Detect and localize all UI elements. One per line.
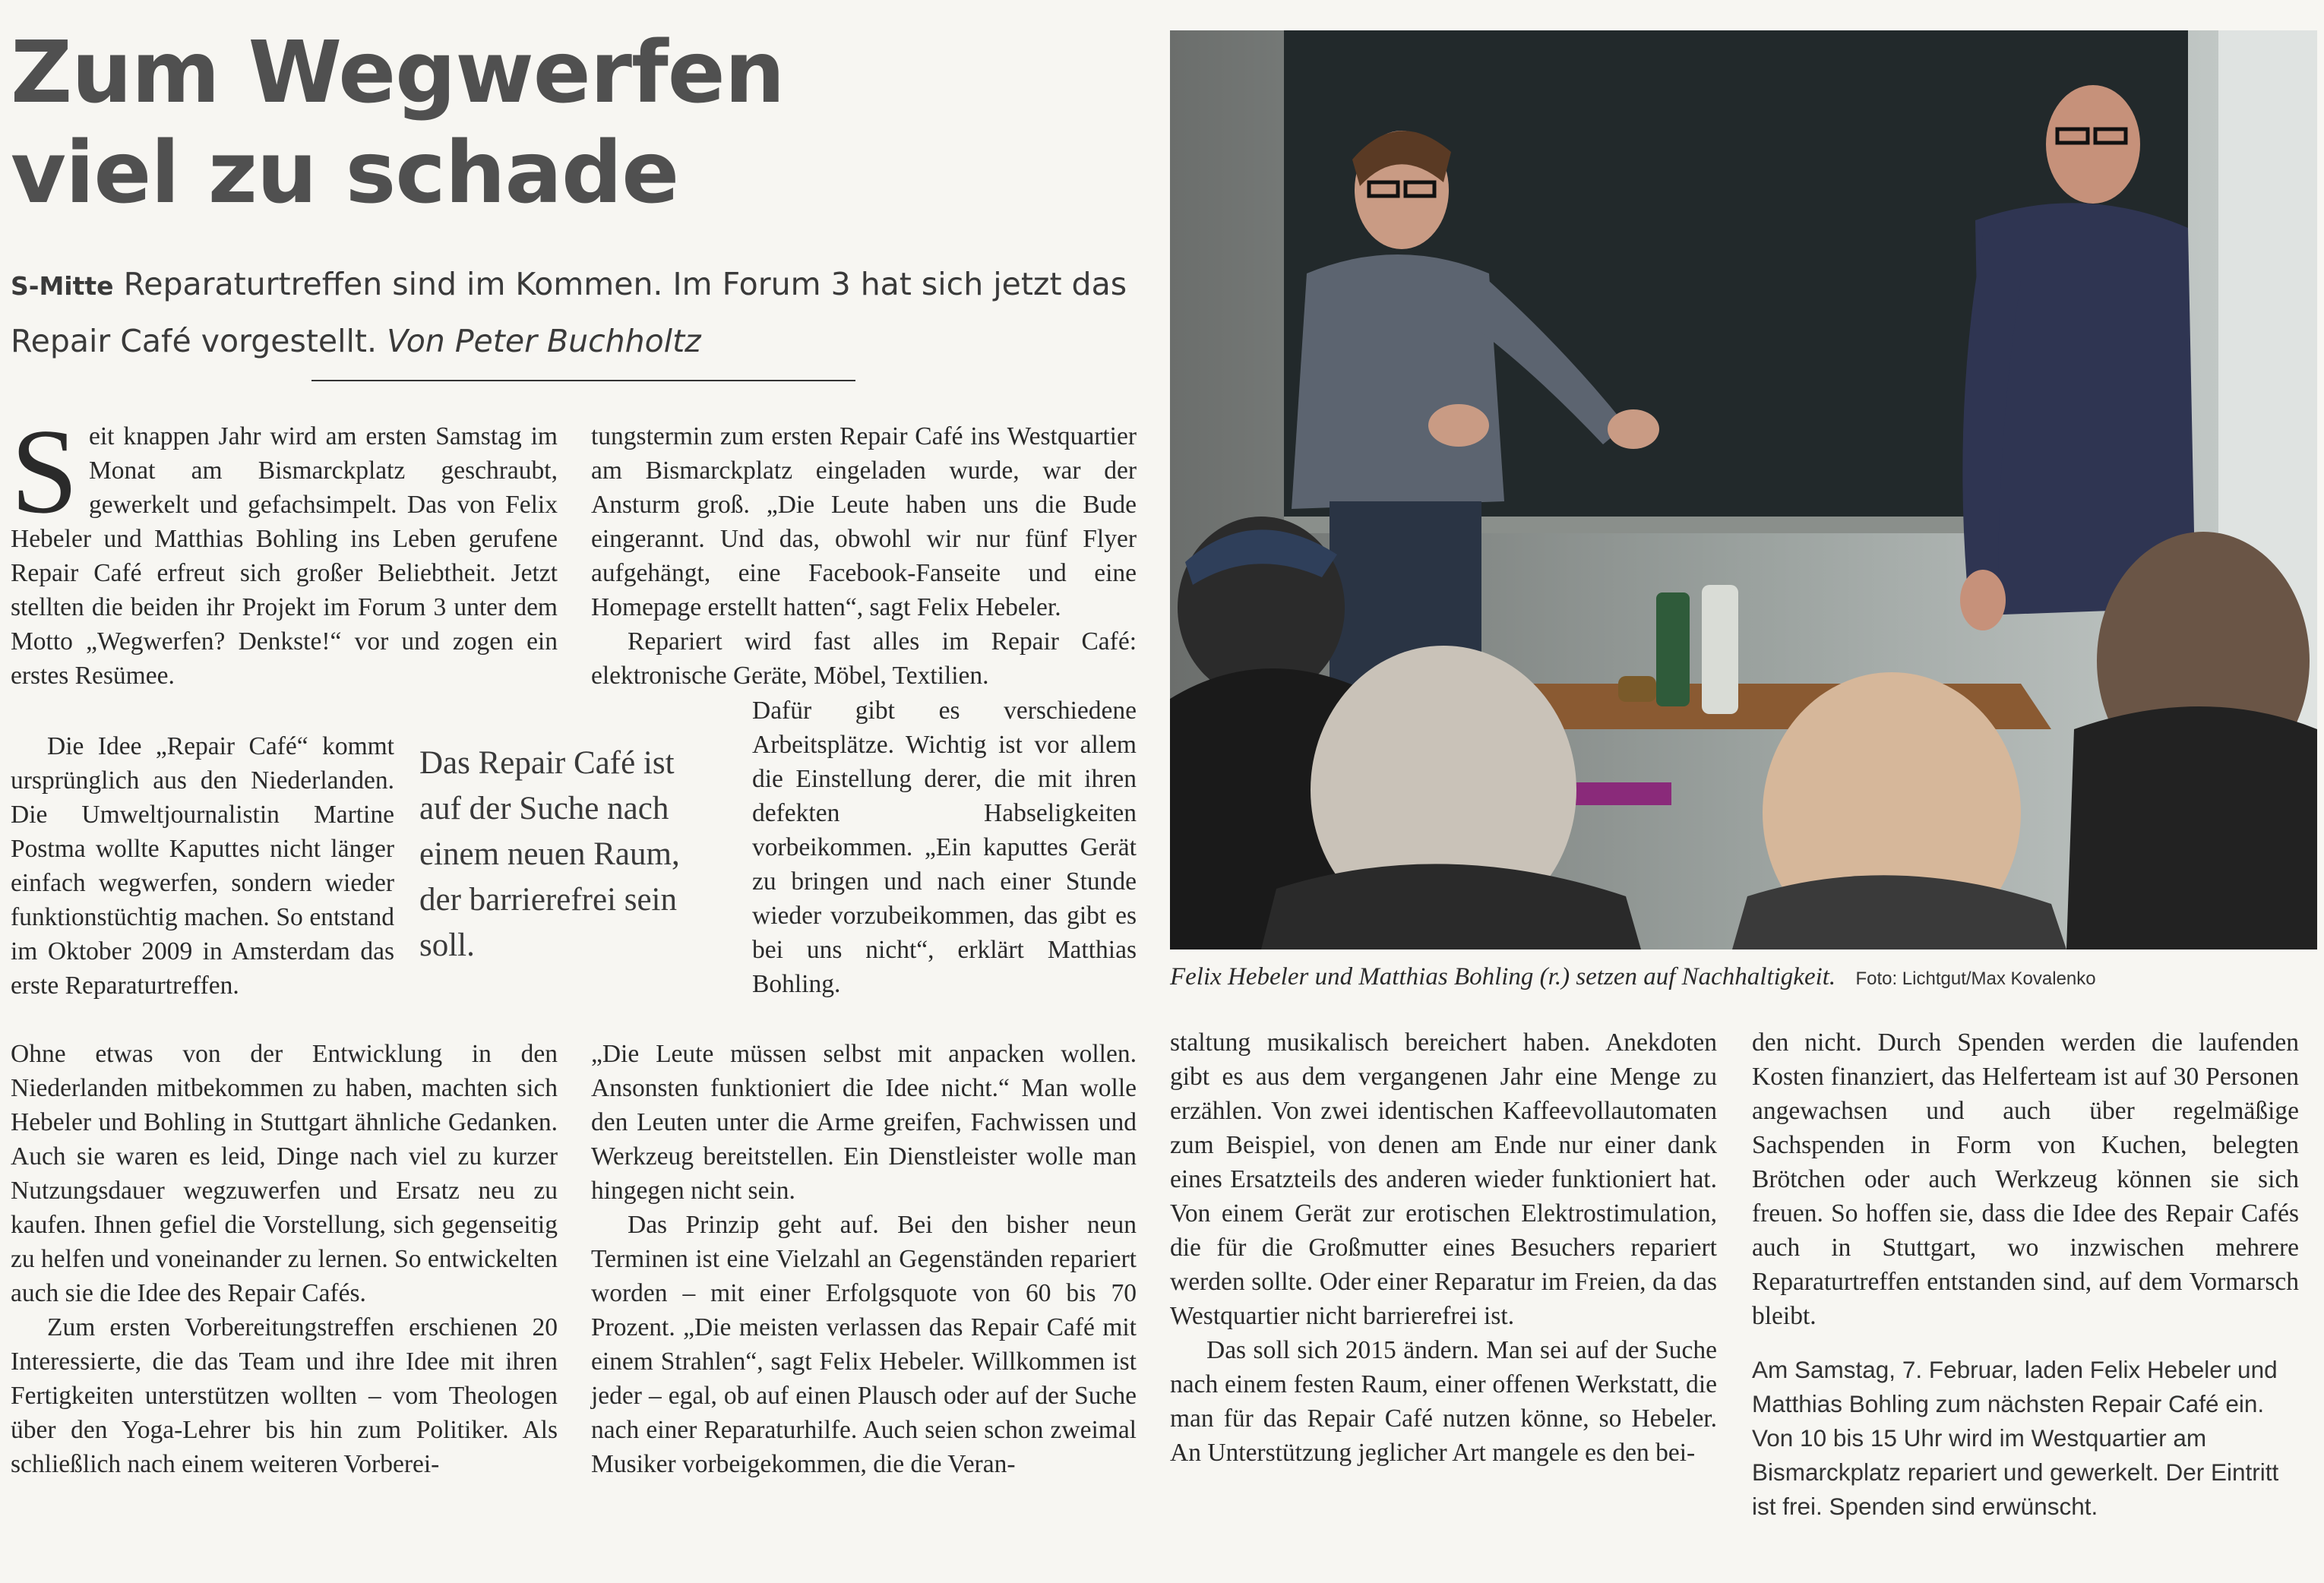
kicker: S-Mitte bbox=[11, 271, 114, 301]
text-column-4 bbox=[1752, 1025, 2299, 1524]
paragraph: Seit knappen Jahr wird am ersten Samstag im Monat am Bismarckplatz geschraubt, gewerkelt und gefachsimpelt. Das von Felix Hebeler und Matthias Bohling ins Leben gerufene Repair Café erfreut sich großer Beliebtheit. Jetzt stellten die beiden ihr Projekt im Forum 3 unter dem Motto „Wegwerfen? Denkste!“ vor und zogen ein erstes Resümee. bbox=[11, 403, 558, 690]
paragraph: Ohne etwas von der Entwicklung in den Niederlanden mitbekommen zu haben, machten sich Hebeler und Bohling in Stuttgart ähnliche Gedanken. Auch sie waren es leid, Dinge nach viel zu kurzer Nutzungsdauer wegzuwerfen und Ersatz neu zu kaufen. Ihnen gefiel die Vorstellung, sich gegenseitig zu helfen und voneinander zu lernen. So entwickelten auch sie die Idee des Repair Cafés. bbox=[11, 1040, 558, 1307]
text-column-2a bbox=[591, 419, 1137, 693]
paragraph: Das Prinzip geht auf. Bei den bisher neun Terminen ist eine Vielzahl an Gegenständen repariert worden – mit einer Erfolgsquote von 60 bis 70 Prozent. „Die meisten verlassen das Repair Café mit einem Strahlen“, sagt Felix Hebeler. Willkommen ist jeder – egal, ob auf einen Plausch oder auf der Suche nach einer Reparaturhilfe. Auch seien schon zweimal Musiker vorbeigekommen, die die Veran- bbox=[591, 1211, 1137, 1478]
drop-cap: S bbox=[11, 403, 78, 539]
paragraph: „Die Leute müssen selbst mit anpacken wollen. Ansonsten funktioniert die Idee nicht.“ Man wolle den Leuten unter die Arme greifen, Fachwissen und Werkzeug bereitstellen. Ein Dienstleister wolle man hingegen nicht sein. bbox=[591, 1040, 1137, 1205]
paragraph: tungstermin zum ersten Repair Café ins Westquartier am Bismarckplatz eingeladen wurde, war der Ansturm groß. „Die Leute haben uns die Bude eingerannt. Und das, obwohl wir nur fünf Flyer aufgehängt, eine Facebook-Fanseite und eine Homepage erstellt hatten“, sagt Felix Hebeler. bbox=[591, 422, 1137, 621]
photo-illustration bbox=[1170, 30, 2317, 949]
text-column-1b bbox=[11, 729, 394, 1003]
paragraph: Zum ersten Vorbereitungstreffen erschienen 20 Interessierte, die das Team und ihre Idee mit ihren Fertigkeiten unterstützen wollten – vom Theologen über den Yoga-Lehrer bis hin zum Politiker. Als schließlich nach einem weiteren Vorberei- bbox=[11, 1313, 558, 1478]
text-column-2b bbox=[752, 694, 1137, 1001]
caption-text: Felix Hebeler und Matthias Bohling (r.) setzen auf Nachhaltigkeit. bbox=[1170, 963, 1836, 991]
event-info-box: Am Samstag, 7. Februar, laden Felix Hebeler und Matthias Bohling zum nächsten Repair Café ein. Von 10 bis 15 Uhr wird im Westquartier am Bismarckplatz repariert und gewerkelt. Der Eintritt ist frei. Spenden sind erwünscht. bbox=[1752, 1356, 2279, 1520]
divider-rule bbox=[311, 380, 855, 381]
headline-line-1: Zum Wegwerfen bbox=[11, 24, 785, 122]
byline: Von Peter Buchholtz bbox=[387, 323, 701, 359]
headline-line-2: viel zu schade bbox=[11, 124, 679, 223]
article-photo bbox=[1170, 30, 2317, 949]
photo-caption bbox=[1170, 959, 2317, 995]
headline bbox=[11, 23, 1135, 223]
text-column-1a bbox=[11, 403, 558, 693]
paragraph: Die Idee „Repair Café“ kommt ursprünglich aus den Niederlanden. Die Umweltjournalistin Martine Postma wollte Kaputtes nicht länger einfach wegwerfen, sondern wieder funktionstüchtig machen. So entstand im Oktober 2009 in Amsterdam das erste Reparaturtreffen. bbox=[11, 732, 394, 1000]
paragraph: Das soll sich 2015 ändern. Man sei auf der Suche nach einem festen Raum, einer offenen Werkstatt, die man für das Repair Café nutzen könne, so Hebeler. An Unterstützung jeglicher Art mangele es den bei- bbox=[1170, 1336, 1717, 1467]
text-column-1c bbox=[11, 1037, 558, 1481]
subheadline bbox=[11, 257, 1150, 368]
paragraph: den nicht. Durch Spenden werden die laufenden Kosten finanziert, das Helferteam ist auf 30 Personen angewachsen und auch über regelmäßige Sachspenden in Form von Kuchen, belegten Brötchen oder auch Werkzeug können sie sich freuen. So hoffen sie, dass die Idee des Repair Cafés auch in Stuttgart, wo inzwischen mehrere Reparaturtreffen entstanden sind, auf dem Vormarsch bleibt. bbox=[1752, 1028, 2299, 1330]
photo-credit: Foto: Lichtgut/Max Kovalenko bbox=[1855, 968, 2096, 989]
paragraph: Dafür gibt es verschiedene Arbeitsplätze. Wichtig ist vor allem die Einstellung derer, die mit ihren defekten Habseligkeiten vorbeikommen. „Ein kaputtes Gerät zu bringen und nach einer Stunde wieder vorzubeikommen, das gibt es bei uns nicht“, erklärt Matthias Bohling. bbox=[752, 697, 1137, 998]
pull-quote: Das Repair Café ist auf der Suche nach einem neuen Raum, der barrierefrei sein soll. bbox=[419, 745, 680, 963]
text-column-3 bbox=[1170, 1025, 1717, 1470]
text-column-2c bbox=[591, 1037, 1137, 1481]
paragraph: Repariert wird fast alles im Repair Café: elektronische Geräte, Möbel, Textilien. bbox=[591, 627, 1137, 690]
subhead-text: Reparaturtreffen sind im Kommen. Im Forum 3 hat sich jetzt das Repair Café vorgestellt. bbox=[11, 266, 1127, 359]
paragraph: staltung musikalisch bereichert haben. Anekdoten gibt es aus dem vergangenen Jahr eine Menge zu erzählen. Von zwei identischen Kaffeevollautomaten zum Beispiel, von denen am Ende nur einer dank eines Ersatzteils des anderen wieder funktioniert hat. Von einem Gerät zur erotischen Elektrostimulation, die für die Großmutter eines Besuchers repariert werden sollte. Oder einer Reparatur im Freien, da das Westquartier nicht barrierefrei ist. bbox=[1170, 1028, 1717, 1330]
